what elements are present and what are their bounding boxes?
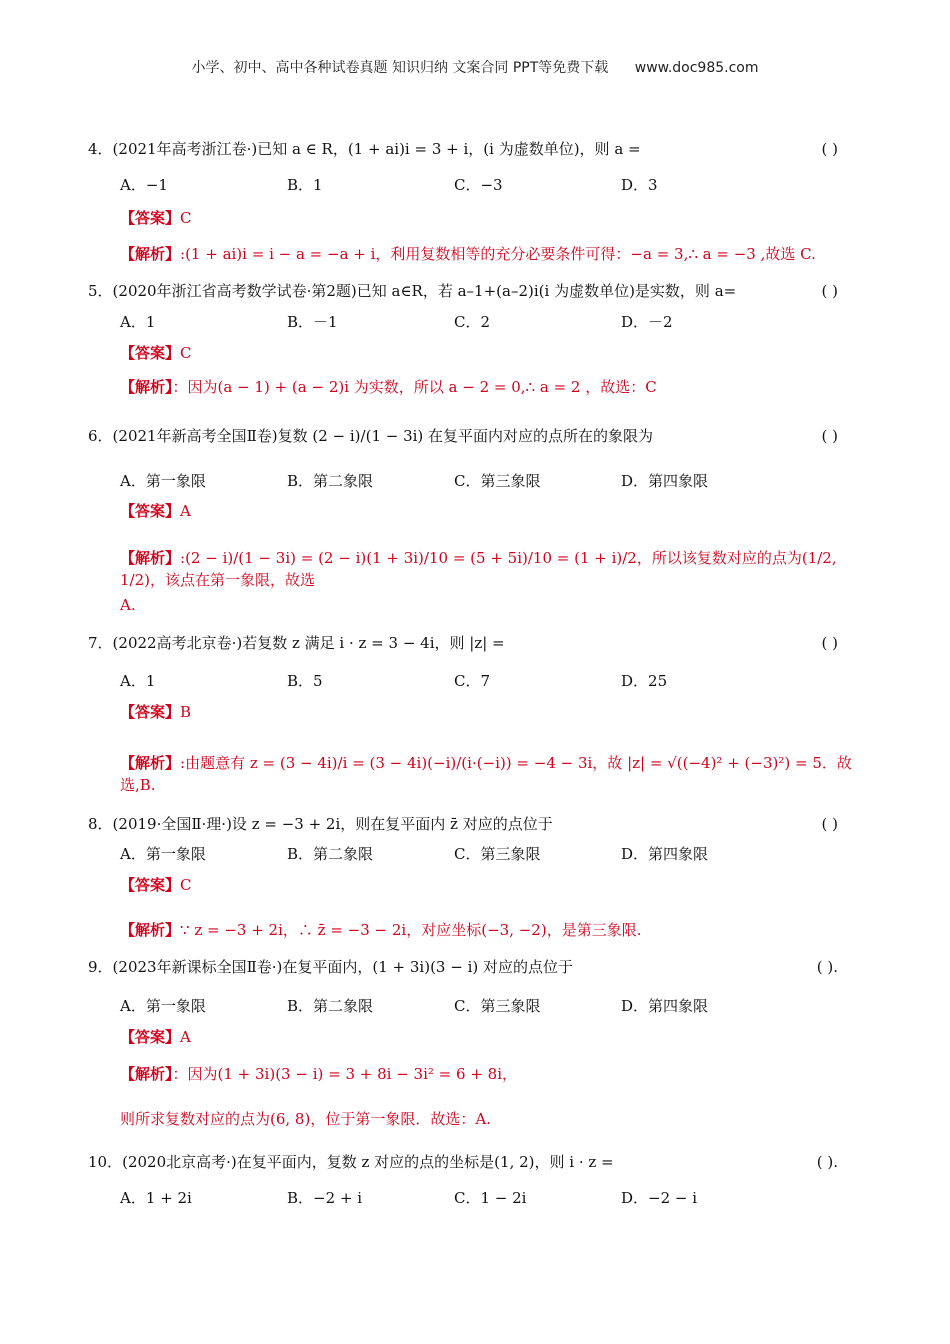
solution-6-cont [120, 594, 880, 616]
solution-text: ：因为(1 + 3i)(3 − i) = 3 + 8i − 3i² = 6 + 8i， [172, 1065, 518, 1083]
option-c: C．第三象限 [454, 845, 541, 863]
solution-text: ∵ z = −3 + 2i，∴ z̄ = −3 − 2i，对应坐标(−3, −2)，是第三象限. [180, 921, 642, 939]
solution-7 [120, 752, 880, 796]
answer-4 [120, 207, 192, 229]
option-a: A．1 + 2i [120, 1189, 192, 1207]
solution-6 [120, 547, 880, 591]
option-d: D．第四象限 [621, 845, 709, 863]
solution-9-cont [120, 1108, 880, 1130]
question-6 [88, 425, 878, 447]
answer-blank: ( ) [821, 815, 838, 833]
answer-value: B [180, 703, 192, 721]
page-header [0, 57, 950, 77]
answer-tag: 【答案】 [120, 209, 181, 227]
option-a: A．1 [120, 672, 156, 690]
solution-text: ：因为(a − 1) + (a − 2)i 为实数，所以 a − 2 = 0,∴ a = 2 ，故选：C [172, 378, 657, 396]
option-b: B．−2 + i [287, 1189, 363, 1207]
answer-tag: 【答案】 [120, 344, 181, 362]
solution-text: A. [120, 596, 136, 614]
answer-6 [120, 500, 191, 522]
question-stem: 10．(2020北京高考·)在复平面内，复数 z 对应的点的坐标是(1, 2)，则 i · z = [88, 1153, 614, 1171]
option-d: D．3 [621, 176, 658, 194]
question-8 [88, 813, 878, 835]
question-stem: 9．(2023年新课标全国Ⅱ卷·)在复平面内，(1 + 3i)(3 − i) 对应的点位于 [88, 958, 573, 976]
option-d: D．25 [621, 672, 668, 690]
option-d: D．第四象限 [621, 472, 709, 490]
answer-blank: ( ). [816, 958, 838, 976]
answer-blank: ( ). [816, 1153, 838, 1171]
question-stem: 4．(2021年高考浙江卷·)已知 a ∈ R，(1 + ai)i = 3 + i，(i 为虚数单位)，则 a = [88, 140, 641, 158]
solution-tag: 【解析】 [120, 549, 181, 567]
option-a: A．第一象限 [120, 845, 206, 863]
question-stem: 5．(2020年浙江省高考数学试卷·第2题)已知 a∈R，若 a–1+(a–2)i(i 为虚数单位)是实数，则 a= [88, 282, 737, 300]
answer-value: A [180, 502, 191, 520]
answer-5 [120, 342, 192, 364]
solution-tag: 【解析】 [120, 245, 181, 263]
option-b: B．第二象限 [287, 997, 374, 1015]
option-c: C．2 [454, 313, 491, 331]
option-b: B．第二象限 [287, 845, 374, 863]
option-a: A．1 [120, 313, 156, 331]
header-text: 小学、初中、高中各种试卷真题 知识归纳 文案合同 PPT等免费下载 [191, 60, 609, 76]
answer-value: C [180, 876, 192, 894]
solution-tag: 【解析】 [120, 1065, 173, 1083]
solution-tag: 【解析】 [120, 754, 181, 772]
solution-4 [120, 243, 880, 265]
answer-blank: ( ) [821, 427, 838, 445]
solution-9 [120, 1063, 880, 1085]
question-stem: 6．(2021年新高考全国Ⅱ卷)复数 (2 − i)/(1 − 3i) 在复平面内对应的点所在的象限为 [88, 427, 654, 445]
question-5 [88, 280, 878, 302]
answer-blank: ( ) [821, 282, 838, 300]
option-b: B．5 [287, 672, 323, 690]
option-b: B．－1 [287, 313, 338, 331]
solution-text: :(2 − i)/(1 − 3i) = (2 − i)(1 + 3i)/10 = (5 + 5i)/10 = (1 + i)/2，所以该复数对应的点为(1/2, 1/2)，该点在第一象限，故选 [120, 549, 837, 589]
option-a: A．第一象限 [120, 472, 206, 490]
answer-tag: 【答案】 [120, 1028, 181, 1046]
option-c: C．第三象限 [454, 472, 541, 490]
answer-blank: ( ) [821, 634, 838, 652]
option-c: C．−3 [454, 176, 503, 194]
answer-9 [120, 1026, 191, 1048]
option-b: B．第二象限 [287, 472, 374, 490]
answer-value: C [180, 209, 192, 227]
solution-tag: 【解析】 [120, 921, 181, 939]
option-c: C．1 − 2i [454, 1189, 527, 1207]
option-d: D．－2 [621, 313, 673, 331]
answer-value: C [180, 344, 192, 362]
answer-7 [120, 701, 191, 723]
question-7 [88, 632, 878, 654]
option-c: C．第三象限 [454, 997, 541, 1015]
question-stem: 8．(2019·全国Ⅱ·理·)设 z = −3 + 2i，则在复平面内 z̄ 对应的点位于 [88, 815, 553, 833]
option-b: B．1 [287, 176, 323, 194]
option-c: C．7 [454, 672, 491, 690]
question-4 [88, 138, 878, 160]
answer-tag: 【答案】 [120, 703, 181, 721]
question-stem: 7．(2022高考北京卷·)若复数 z 满足 i · z = 3 − 4i，则 |z| = [88, 634, 505, 652]
answer-tag: 【答案】 [120, 502, 181, 520]
solution-text: :(1 + ai)i = i − a = −a + i，利用复数相等的充分必要条件可得：−a = 3,∴ a = −3 ,故选 C. [180, 245, 816, 263]
question-10 [88, 1151, 878, 1173]
answer-blank: ( ) [821, 140, 838, 158]
solution-tag: 【解析】 [120, 378, 173, 396]
question-9 [88, 956, 878, 978]
option-d: D．第四象限 [621, 997, 709, 1015]
answer-8 [120, 874, 192, 896]
option-d: D．−2 − i [621, 1189, 698, 1207]
answer-value: A [180, 1028, 191, 1046]
option-a: A．−1 [120, 176, 168, 194]
header-site: www.doc985.com [634, 60, 759, 76]
answer-tag: 【答案】 [120, 876, 181, 894]
solution-text: :由题意有 z = (3 − 4i)/i = (3 − 4i)(−i)/(i·(−i)) = −4 − 3i，故 |z| = √((−4)² + (−3)²) = 5．故选,B. [120, 754, 852, 794]
option-a: A．第一象限 [120, 997, 206, 1015]
solution-text: 则所求复数对应的点为(6, 8)，位于第一象限．故选：A. [120, 1110, 491, 1128]
solution-5 [120, 376, 880, 398]
solution-8 [120, 919, 880, 941]
